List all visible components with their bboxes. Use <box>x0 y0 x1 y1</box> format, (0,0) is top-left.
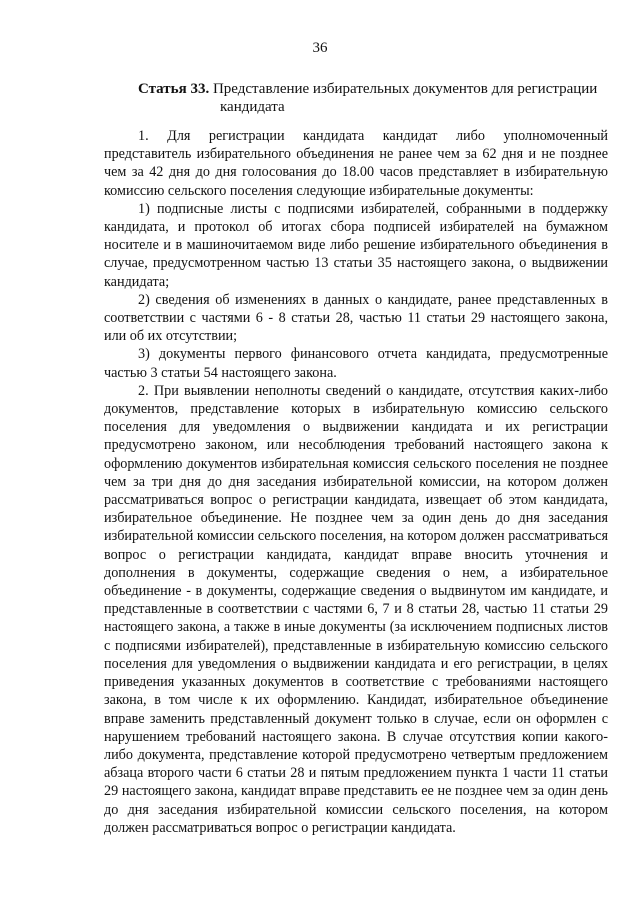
article-title-line-2: кандидата <box>220 99 285 115</box>
paragraph-part-2: 2. При выявлении неполноты сведений о кандидате, отсутствия каких-либо документов, представление которых в избирательную комиссию сельского поселения для уведомления о выдвижении кандидата и их регистрации предусмотрено законом, или несоблюдения требований настоящего закона к оформлению документов избирательная комиссия сельского поселения не позднее чем за три дня до дня заседания избирательной комиссии, на котором должен рассматриваться вопрос о регистрации кандидата, извещает об этом кандидата, избирательное объединение. Не позднее чем за один день до дня заседания избирательной комиссии сельского поселения, на котором должен рассматриваться вопрос о регистрации кандидата, кандидат вправе вносить уточнения и дополнения в документы, содержащие сведения о нем, а избирательное объединение - в документы, содержащие сведения о выдвинутом им кандидате, и представленные в соответствии с частями 6, 7 и 8 статьи 28, частью 11 статьи 29 настоящего закона, а также в иные документы (за исключением подписных листов с подписями избирателей), представленные в избирательную комиссию сельского поселения для уведомления о выдвижении кандидата и его регистрации, в целях приведения указанных документов в соответствие с требованиями настоящего закона, в том числе к их оформлению. Кандидат, избирательное объединение вправе заменить представленный документ только в случае, если он оформлен с нарушением требований настоящего закона. В случае отсутствия копии какого-либо документа, представление которой предусмотрено четвертым предложением абзаца второго части 6 статьи 28 и пятым предложением пункта 1 части 11 статьи 29 настоящего закона, кандидат вправе представить ее не позднее чем за один день до дня заседания избирательной комиссии сельского поселения, на котором должен рассматриваться вопрос о регистрации кандидата. <box>104 382 608 836</box>
article-body <box>104 127 608 837</box>
paragraph-item-3: 3) документы первого финансового отчета кандидата, предусмотренные частью 3 статьи 54 настоящего закона. <box>104 346 608 381</box>
article-title-line-1: Представление избирательных документов для регистрации <box>212 81 598 97</box>
article-heading <box>138 80 608 116</box>
paragraph-part-1-intro: 1. Для регистрации кандидата кандидат либо уполномоченный представитель избирательного объединения не ранее чем за 62 дня и не позднее чем за 42 дня до дня голосования до 18.00 часов представляет в избирательную комиссию сельского поселения следующие избирательные документы: <box>104 128 608 199</box>
page-number: 36 <box>312 40 328 56</box>
article-label: Статья 33. <box>138 81 210 97</box>
paragraph-item-1: 1) подписные листы с подписями избирателей, собранными в поддержку кандидата, и протокол об итогах сбора подписей избирателей на бумажном носителе и в машиночитаемом виде либо решение избирательного объединения в случае, предусмотренном частью 13 статьи 35 настоящего закона, о выдвижении кандидата; <box>104 200 608 290</box>
paragraph-item-2: 2) сведения об изменениях в данных о кандидате, ранее представленных в соответствии с частями 6 - 8 статьи 28, частью 11 статьи 29 настоящего закона, или об их отсутствии; <box>104 291 608 345</box>
